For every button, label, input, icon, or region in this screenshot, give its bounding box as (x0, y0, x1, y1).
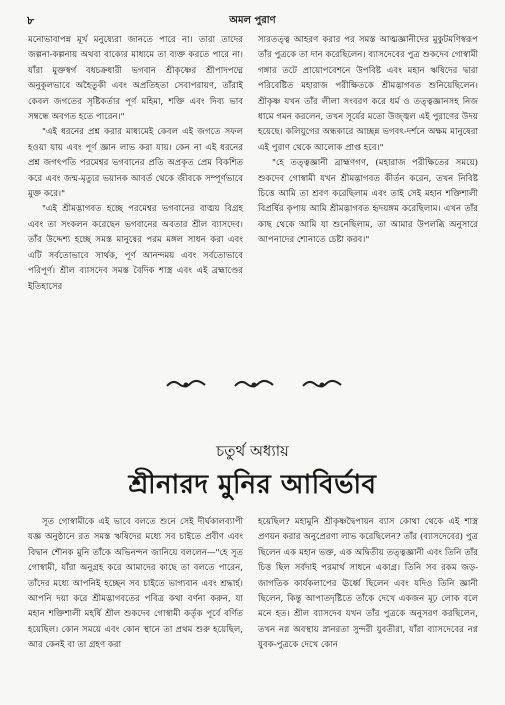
chapter-title: শ্রীনারদ মুনির আবির্ভাব (128, 470, 377, 500)
top-left-column (28, 33, 243, 295)
page-number: ৮ (27, 14, 35, 27)
chapter-number: চতুর্থ অধ্যায় (216, 442, 289, 460)
paragraph: "এই ধরনের প্রশ্ন করার মাধ্যমেই কেবল এই জগতে সফল হওয়া যায় এবং পূর্ণ জ্ঞান লাভ করা যায়। কেন না এই ধরনের প্রশ্ন জগৎপতি পরমেশ্বর ভগবানের প্রতি অপ্রকৃত প্রেম বিকশিত করে এবং জন্ম-মৃত্যুর ভয়ানক আবর্ত থেকে জীবকে সম্পূর্ণভাবে মুক্ত করে।" (28, 127, 243, 200)
ornament-divider (301, 377, 343, 391)
ornament-divider (233, 377, 275, 391)
running-header: অমল পুরাণ (229, 15, 276, 26)
paragraph: সূত গোস্বামীকে এই ভাবে বলতে শুনে সেই দীর্ঘকালব্যাপী যজ্ঞ অনুষ্ঠানে রত সমস্ত ঋষিদের মধ্যে সব চাইতে প্রবীণ এবং বিদ্বান শৌনক মুনি তাঁকে অভিনন্দন জানিয়ে বললেন—"হে সূত গোস্বামী, যাঁরা অনুগ্রহ করে আমাদের কাছে তা বলতে পারেন, তাঁদের মধ্যে আপনিই হচ্ছেন সব চাইতে ভাগ্যবান এবং শ্রদ্ধার্হ। আপনি দয়া করে শ্রীমদ্ভাগবতের পবিত্র কথা বর্ণনা করুন, যা মহান শক্তিশালী মহর্ষি শ্রীল শুকদেব গোস্বামী কর্তৃক পূর্বে বর্ণিত হয়েছিল। কোন সময়ে এবং কোন স্থানে তা প্রথম শুরু হয়েছিল, আর কেনই বা তা গ্রহণ করা (28, 517, 243, 651)
paragraph: "এই শ্রীমদ্ভাগবত হচ্ছে পরমেশ্বর ভগবানের বাঙ্ময় বিগ্রহ এবং তা সংকলন করেছেন ভগবানের অবতার শ্রীল ব্যাসদেব। তাঁর উদ্দেশ্য হচ্ছে সমস্ত মানুষের পরম মঙ্গল সাধন করা এবং এটি সর্বতোভাবে সার্থক, পূর্ণ আনন্দময় এবং সর্বতোভাবে পরিপূর্ণ। শ্রীল ব্যাসদেব সমস্ত বৈদিক শাস্ত্র এবং এই ব্রহ্মাণ্ডের ইতিহাসের (28, 204, 243, 292)
ornament-divider (165, 377, 207, 391)
paragraph: সারতত্ত্ব আহরণ করার পর সমস্ত আত্মজ্ঞানীদের মুকুটমণিস্বরূপ তাঁর পুত্রকে তা দান করেছিলেন। ব্যাসদেবের পুত্র শুকদেব গোস্বামী গঙ্গার তটে প্রায়োপবেশনে উপবিষ্ট এবং মহান ঋষিদের দ্বারা পরিবেষ্টিত মহারাজ পরীক্ষিতকে শ্রীমদ্ভাগবত শুনিয়েছিলেন। শ্রীকৃষ্ণ যখন তাঁর লীলা সংবরণ করে ধর্ম ও তত্ত্বজ্ঞানসহ নিজ ধামে গমন করলেন, তখন সূর্যের মতো উজ্জ্বল এই পুরাণের উদয় হয়েছে। কলিযুগের অন্ধকারে আচ্ছন্ন ভগবৎ-দর্শনে অক্ষম মানুষেরা এই পুরাণ থেকে আলোক প্রাপ্ত হবে।" (258, 35, 478, 153)
bottom-right-column (258, 515, 478, 654)
paragraph: হয়েছিল? মহামুনি শ্রীকৃষ্ণদ্বৈপায়ন ব্যাস কোথা থেকে এই শাস্ত্র প্রণয়ন করার অনুপ্রেরণা লাভ করেছিলেন? তাঁর (ব্যাসদেবের) পুত্র ছিলেন এক মহান ভক্ত, এক অদ্বিতীয় তত্ত্বজ্ঞানী এবং তিনি তাঁর চিত্ত ছিল সর্বদাই পরমার্থ সাধনে একাগ্র। তিনি সব রকম জড়-জাগতিক কার্যকলাপের ঊর্ধ্বে ছিলেন এবং যদিও তিনি জ্ঞানী ছিলেন, কিন্তু আপাতদৃষ্টিতে তাঁকে দেখে একজন মূঢ় লোক বলে মনে হত। শ্রীল ব্যাসদেব যখন তাঁর পুত্রকে অনুসরণ করছিলেন, তখন নগ্ন অবস্থায় স্নানরতা সুন্দরী যুবতীরা, যাঁরা ব্যাসদেবের নগ্ন যুবক-পুত্রকে দেখে কোন (258, 517, 478, 651)
paragraph: মনোভাবাপন্ন মূর্খ মনুষ্যেরা জানতে পারে না। তারা তাদের জল্পনা-কল্পনায় অথবা বাক্যের মাধ্যমে তা ব্যক্ত করতে পারে না। যাঁরা মুক্তস্বর্গ বধচক্রধারী ভগবান শ্রীকৃষ্ণের শ্রীপাদপদ্মে অনুকূলভাবে অহৈতুকী এবং অপ্রতিহতা সেবাপরায়ণ, তাঁরাই কেবল জগতের সৃষ্টিকর্তার পূর্ণ মহিমা, শক্তি এবং দিব্য ভাব সম্বন্ধে অবগত হতে পারেন।" (28, 35, 243, 123)
top-right-column (258, 33, 478, 249)
paragraph: "হে তত্ত্বজ্ঞানী ব্রাহ্মণগণ, (মহারাজ পরীক্ষিতের সময়ে) শুকদেব গোস্বামী যখন শ্রীমদ্ভাগবত কীর্তন করেন, তখন নিবিষ্ট চিত্তে আমি তা শ্রবণ করেছিলাম এবং তাই সেই মহান শক্তিশালী বিপ্রর্ষির কৃপায় আমি শ্রীমদ্ভাগবত হৃদয়ঙ্গম করেছিলাম। এখন তাঁর কাছ থেকে আমি যা শুনেছিলাম, তা আমার উপলব্ধি অনুসারে আপনাদের শোনাতে চেষ্টা করব।" (258, 158, 478, 246)
bottom-left-column (28, 515, 243, 654)
